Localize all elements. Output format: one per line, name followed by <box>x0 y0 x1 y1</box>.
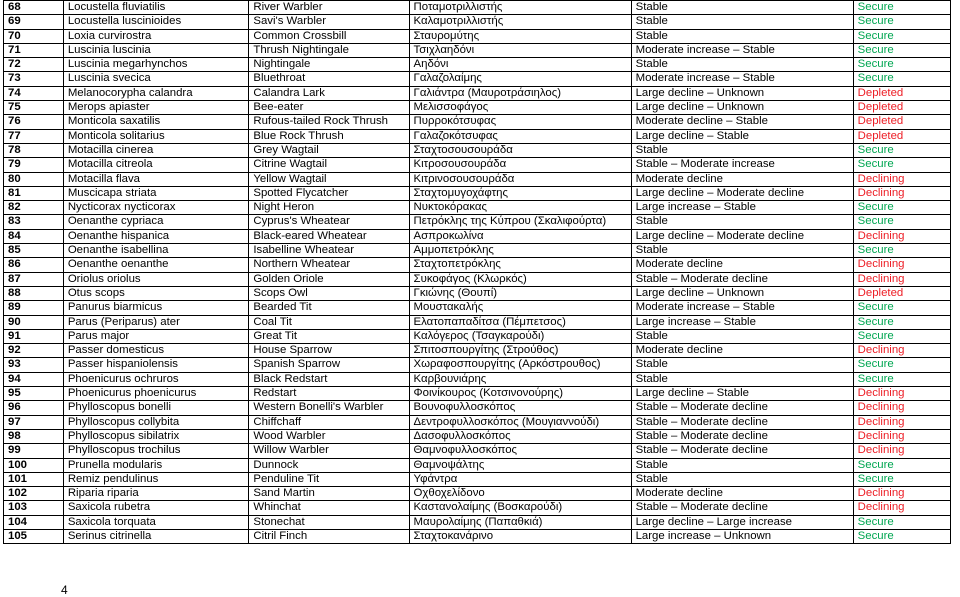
english-name-cell: Redstart <box>249 387 409 401</box>
table-row <box>4 329 951 343</box>
greek-name-cell: Γαλαζολαίμης <box>409 72 631 86</box>
species-number-cell: 77 <box>4 129 64 143</box>
species-number-cell: 73 <box>4 72 64 86</box>
scientific-name-cell: Passer hispaniolensis <box>63 358 249 372</box>
species-number-cell: 76 <box>4 115 64 129</box>
species-number-cell: 95 <box>4 387 64 401</box>
greek-name-cell: Γαλαζοκότσυφας <box>409 129 631 143</box>
greek-name-cell: Ελατοπαπαδίτσα (Πέμπετσος) <box>409 315 631 329</box>
english-name-cell: Nightingale <box>249 58 409 72</box>
population-trend-cell: Large decline – Large increase <box>631 515 853 529</box>
table-row <box>4 272 951 286</box>
population-trend-cell: Moderate increase – Stable <box>631 301 853 315</box>
population-trend-cell: Large decline – Unknown <box>631 286 853 300</box>
scientific-name-cell: Luscinia luscinia <box>63 43 249 57</box>
species-number-cell: 86 <box>4 258 64 272</box>
species-number-cell: 87 <box>4 272 64 286</box>
table-row <box>4 143 951 157</box>
greek-name-cell: Τσιχλαηδόνι <box>409 43 631 57</box>
conservation-status-cell: Declining <box>853 272 950 286</box>
scientific-name-cell: Serinus citrinella <box>63 529 249 543</box>
conservation-status-cell: Depleted <box>853 286 950 300</box>
conservation-status-cell: Declining <box>853 415 950 429</box>
scientific-name-cell: Locustella fluviatilis <box>63 1 249 15</box>
species-number-cell: 103 <box>4 501 64 515</box>
scientific-name-cell: Passer domesticus <box>63 344 249 358</box>
conservation-status-cell: Secure <box>853 215 950 229</box>
scientific-name-cell: Parus (Periparus) ater <box>63 315 249 329</box>
population-trend-cell: Stable <box>631 358 853 372</box>
greek-name-cell: Σταυρομύτης <box>409 29 631 43</box>
species-number-cell: 79 <box>4 158 64 172</box>
species-number-cell: 84 <box>4 229 64 243</box>
english-name-cell: Scops Owl <box>249 286 409 300</box>
species-number-cell: 74 <box>4 86 64 100</box>
population-trend-cell: Stable <box>631 143 853 157</box>
table-row <box>4 115 951 129</box>
population-trend-cell: Stable – Moderate decline <box>631 415 853 429</box>
english-name-cell: Bluethroat <box>249 72 409 86</box>
scientific-name-cell: Motacilla citreola <box>63 158 249 172</box>
species-number-cell: 96 <box>4 401 64 415</box>
conservation-status-cell: Secure <box>853 515 950 529</box>
english-name-cell: Calandra Lark <box>249 86 409 100</box>
population-trend-cell: Stable <box>631 472 853 486</box>
greek-name-cell: Σταχτοσουσουράδα <box>409 143 631 157</box>
table-row <box>4 515 951 529</box>
greek-name-cell: Μουστακαλής <box>409 301 631 315</box>
table-row <box>4 86 951 100</box>
english-name-cell: Golden Oriole <box>249 272 409 286</box>
population-trend-cell: Large decline – Stable <box>631 387 853 401</box>
conservation-status-cell: Declining <box>853 429 950 443</box>
population-trend-cell: Stable <box>631 15 853 29</box>
table-row <box>4 415 951 429</box>
population-trend-cell: Stable <box>631 458 853 472</box>
english-name-cell: Yellow Wagtail <box>249 172 409 186</box>
population-trend-cell: Stable <box>631 215 853 229</box>
english-name-cell: Sand Martin <box>249 487 409 501</box>
greek-name-cell: Φοινίκουρος (Κοτσινονούρης) <box>409 387 631 401</box>
table-row <box>4 301 951 315</box>
scientific-name-cell: Motacilla flava <box>63 172 249 186</box>
english-name-cell: Isabelline Wheatear <box>249 244 409 258</box>
scientific-name-cell: Oriolus oriolus <box>63 272 249 286</box>
english-name-cell: Bee-eater <box>249 101 409 115</box>
species-number-cell: 81 <box>4 186 64 200</box>
conservation-status-cell: Secure <box>853 372 950 386</box>
greek-name-cell: Συκοφάγος (Κλωρκός) <box>409 272 631 286</box>
population-trend-cell: Moderate increase – Stable <box>631 43 853 57</box>
scientific-name-cell: Nycticorax nycticorax <box>63 201 249 215</box>
greek-name-cell: Νυκτοκόρακας <box>409 201 631 215</box>
species-number-cell: 71 <box>4 43 64 57</box>
table-row <box>4 244 951 258</box>
scientific-name-cell: Merops apiaster <box>63 101 249 115</box>
table-row <box>4 158 951 172</box>
scientific-name-cell: Phoenicurus phoenicurus <box>63 387 249 401</box>
conservation-status-cell: Secure <box>853 244 950 258</box>
population-trend-cell: Stable – Moderate decline <box>631 429 853 443</box>
english-name-cell: Common Crossbill <box>249 29 409 43</box>
english-name-cell: Dunnock <box>249 458 409 472</box>
english-name-cell: Black Redstart <box>249 372 409 386</box>
english-name-cell: Willow Warbler <box>249 444 409 458</box>
species-number-cell: 68 <box>4 1 64 15</box>
scientific-name-cell: Luscinia svecica <box>63 72 249 86</box>
scientific-name-cell: Melanocorypha calandra <box>63 86 249 100</box>
conservation-status-cell: Secure <box>853 58 950 72</box>
species-number-cell: 105 <box>4 529 64 543</box>
english-name-cell: Wood Warbler <box>249 429 409 443</box>
species-number-cell: 91 <box>4 329 64 343</box>
table-row <box>4 401 951 415</box>
conservation-status-cell: Secure <box>853 529 950 543</box>
table-row <box>4 58 951 72</box>
greek-name-cell: Ασπροκωλίνα <box>409 229 631 243</box>
scientific-name-cell: Monticola saxatilis <box>63 115 249 129</box>
scientific-name-cell: Luscinia megarhynchos <box>63 58 249 72</box>
scientific-name-cell: Locustella luscinioides <box>63 15 249 29</box>
conservation-status-cell: Secure <box>853 72 950 86</box>
species-number-cell: 98 <box>4 429 64 443</box>
conservation-status-cell: Secure <box>853 458 950 472</box>
table-row <box>4 101 951 115</box>
page-number: 4 <box>61 583 68 597</box>
conservation-status-cell: Declining <box>853 186 950 200</box>
population-trend-cell: Large increase – Unknown <box>631 529 853 543</box>
greek-name-cell: Σπιτοσπουργίτης (Στρούθος) <box>409 344 631 358</box>
table-row <box>4 286 951 300</box>
conservation-status-cell: Depleted <box>853 86 950 100</box>
scientific-name-cell: Panurus biarmicus <box>63 301 249 315</box>
population-trend-cell: Stable <box>631 29 853 43</box>
scientific-name-cell: Prunella modularis <box>63 458 249 472</box>
table-row <box>4 315 951 329</box>
conservation-status-cell: Secure <box>853 301 950 315</box>
greek-name-cell: Πετρόκλης της Κύπρου (Σκαλιφούρτα) <box>409 215 631 229</box>
species-number-cell: 90 <box>4 315 64 329</box>
scientific-name-cell: Oenanthe oenanthe <box>63 258 249 272</box>
conservation-status-cell: Secure <box>853 1 950 15</box>
english-name-cell: Cyprus's Wheatear <box>249 215 409 229</box>
conservation-status-cell: Depleted <box>853 101 950 115</box>
population-trend-cell: Stable <box>631 244 853 258</box>
greek-name-cell: Καλαμοτριλλιστής <box>409 15 631 29</box>
english-name-cell: Spanish Sparrow <box>249 358 409 372</box>
table-row <box>4 444 951 458</box>
greek-name-cell: Γαλιάντρα (Μαυροτράσιηλος) <box>409 86 631 100</box>
conservation-status-cell: Declining <box>853 501 950 515</box>
conservation-status-cell: Depleted <box>853 129 950 143</box>
english-name-cell: Bearded Tit <box>249 301 409 315</box>
population-trend-cell: Stable – Moderate decline <box>631 501 853 515</box>
table-row <box>4 172 951 186</box>
scientific-name-cell: Parus major <box>63 329 249 343</box>
table-row <box>4 258 951 272</box>
english-name-cell: Great Tit <box>249 329 409 343</box>
species-number-cell: 104 <box>4 515 64 529</box>
greek-name-cell: Καστανολαίμης (Βοσκαρούδι) <box>409 501 631 515</box>
conservation-status-cell: Secure <box>853 15 950 29</box>
population-trend-cell: Moderate decline <box>631 487 853 501</box>
greek-name-cell: Οχθοχελίδονο <box>409 487 631 501</box>
population-trend-cell: Large increase – Stable <box>631 315 853 329</box>
population-trend-cell: Stable <box>631 58 853 72</box>
greek-name-cell: Ποταμοτριλλιστής <box>409 1 631 15</box>
scientific-name-cell: Saxicola rubetra <box>63 501 249 515</box>
greek-name-cell: Χωραφοσπουργίτης (Αρκόστρουθος) <box>409 358 631 372</box>
greek-name-cell: Μαυρολαίμης (Παπαθκιά) <box>409 515 631 529</box>
population-trend-cell: Stable – Moderate decline <box>631 444 853 458</box>
species-number-cell: 80 <box>4 172 64 186</box>
population-trend-cell: Stable – Moderate decline <box>631 401 853 415</box>
species-number-cell: 94 <box>4 372 64 386</box>
population-trend-cell: Large decline – Moderate decline <box>631 186 853 200</box>
species-number-cell: 83 <box>4 215 64 229</box>
species-number-cell: 88 <box>4 286 64 300</box>
population-trend-cell: Large decline – Moderate decline <box>631 229 853 243</box>
population-trend-cell: Large increase – Stable <box>631 201 853 215</box>
greek-name-cell: Θαμνοφυλλοσκόπος <box>409 444 631 458</box>
conservation-status-cell: Declining <box>853 401 950 415</box>
english-name-cell: Citrine Wagtail <box>249 158 409 172</box>
english-name-cell: Thrush Nightingale <box>249 43 409 57</box>
conservation-status-cell: Secure <box>853 143 950 157</box>
species-number-cell: 93 <box>4 358 64 372</box>
species-number-cell: 82 <box>4 201 64 215</box>
conservation-status-cell: Declining <box>853 229 950 243</box>
english-name-cell: Grey Wagtail <box>249 143 409 157</box>
scientific-name-cell: Oenanthe isabellina <box>63 244 249 258</box>
scientific-name-cell: Phylloscopus trochilus <box>63 444 249 458</box>
species-number-cell: 97 <box>4 415 64 429</box>
english-name-cell: Rufous-tailed Rock Thrush <box>249 115 409 129</box>
scientific-name-cell: Saxicola torquata <box>63 515 249 529</box>
species-number-cell: 92 <box>4 344 64 358</box>
greek-name-cell: Σταχτομυγοχάφτης <box>409 186 631 200</box>
english-name-cell: Citril Finch <box>249 529 409 543</box>
table-row <box>4 458 951 472</box>
species-number-cell: 99 <box>4 444 64 458</box>
species-number-cell: 69 <box>4 15 64 29</box>
english-name-cell: Black-eared Wheatear <box>249 229 409 243</box>
greek-name-cell: Σταχτοπετρόκλης <box>409 258 631 272</box>
conservation-status-cell: Secure <box>853 315 950 329</box>
population-trend-cell: Moderate decline <box>631 258 853 272</box>
english-name-cell: Chiffchaff <box>249 415 409 429</box>
english-name-cell: Spotted Flycatcher <box>249 186 409 200</box>
table-row <box>4 1 951 15</box>
species-number-cell: 78 <box>4 143 64 157</box>
english-name-cell: Penduline Tit <box>249 472 409 486</box>
table-row <box>4 129 951 143</box>
english-name-cell: Night Heron <box>249 201 409 215</box>
table-row <box>4 472 951 486</box>
conservation-status-cell: Secure <box>853 472 950 486</box>
english-name-cell: Coal Tit <box>249 315 409 329</box>
english-name-cell: Stonechat <box>249 515 409 529</box>
scientific-name-cell: Phoenicurus ochruros <box>63 372 249 386</box>
species-number-cell: 102 <box>4 487 64 501</box>
scientific-name-cell: Phylloscopus sibilatrix <box>63 429 249 443</box>
population-trend-cell: Stable <box>631 329 853 343</box>
population-trend-cell: Moderate decline <box>631 172 853 186</box>
conservation-status-cell: Declining <box>853 387 950 401</box>
english-name-cell: Whinchat <box>249 501 409 515</box>
greek-name-cell: Σταχτοκανάρινο <box>409 529 631 543</box>
english-name-cell: Blue Rock Thrush <box>249 129 409 143</box>
species-number-cell: 100 <box>4 458 64 472</box>
table-row <box>4 215 951 229</box>
greek-name-cell: Κιτρινοσουσουράδα <box>409 172 631 186</box>
conservation-status-cell: Secure <box>853 358 950 372</box>
table-row <box>4 43 951 57</box>
scientific-name-cell: Otus scops <box>63 286 249 300</box>
species-table <box>3 0 951 544</box>
greek-name-cell: Δεντροφυλλοσκόπος (Μουγιαννούδι) <box>409 415 631 429</box>
table-row <box>4 72 951 86</box>
table-row <box>4 358 951 372</box>
english-name-cell: Savi's Warbler <box>249 15 409 29</box>
conservation-status-cell: Declining <box>853 487 950 501</box>
conservation-status-cell: Declining <box>853 444 950 458</box>
greek-name-cell: Πυρροκότσυφας <box>409 115 631 129</box>
conservation-status-cell: Secure <box>853 43 950 57</box>
species-number-cell: 85 <box>4 244 64 258</box>
scientific-name-cell: Motacilla cinerea <box>63 143 249 157</box>
scientific-name-cell: Loxia curvirostra <box>63 29 249 43</box>
greek-name-cell: Υφάντρα <box>409 472 631 486</box>
greek-name-cell: Βουνοφυλλοσκόπος <box>409 401 631 415</box>
population-trend-cell: Large decline – Stable <box>631 129 853 143</box>
population-trend-cell: Stable <box>631 372 853 386</box>
species-number-cell: 89 <box>4 301 64 315</box>
population-trend-cell: Moderate decline <box>631 344 853 358</box>
species-number-cell: 75 <box>4 101 64 115</box>
conservation-status-cell: Depleted <box>853 115 950 129</box>
scientific-name-cell: Monticola solitarius <box>63 129 249 143</box>
greek-name-cell: Μελισσοφάγος <box>409 101 631 115</box>
species-number-cell: 70 <box>4 29 64 43</box>
table-row <box>4 344 951 358</box>
conservation-status-cell: Secure <box>853 29 950 43</box>
table-row <box>4 501 951 515</box>
conservation-status-cell: Secure <box>853 158 950 172</box>
greek-name-cell: Κιτροσουσουράδα <box>409 158 631 172</box>
greek-name-cell: Θαμνοψάλτης <box>409 458 631 472</box>
scientific-name-cell: Oenanthe cypriaca <box>63 215 249 229</box>
population-trend-cell: Stable – Moderate increase <box>631 158 853 172</box>
species-table-body <box>4 1 951 544</box>
population-trend-cell: Large decline – Unknown <box>631 101 853 115</box>
table-row <box>4 186 951 200</box>
greek-name-cell: Καρβουνιάρης <box>409 372 631 386</box>
conservation-status-cell: Secure <box>853 201 950 215</box>
population-trend-cell: Moderate decline – Stable <box>631 115 853 129</box>
greek-name-cell: Καλόγερος (Τσαγκαρούδι) <box>409 329 631 343</box>
table-row <box>4 15 951 29</box>
scientific-name-cell: Phylloscopus collybita <box>63 415 249 429</box>
greek-name-cell: Αηδόνι <box>409 58 631 72</box>
english-name-cell: House Sparrow <box>249 344 409 358</box>
english-name-cell: Northern Wheatear <box>249 258 409 272</box>
english-name-cell: River Warbler <box>249 1 409 15</box>
english-name-cell: Western Bonelli's Warbler <box>249 401 409 415</box>
scientific-name-cell: Riparia riparia <box>63 487 249 501</box>
table-row <box>4 201 951 215</box>
scientific-name-cell: Phylloscopus bonelli <box>63 401 249 415</box>
table-row <box>4 229 951 243</box>
species-number-cell: 72 <box>4 58 64 72</box>
scientific-name-cell: Muscicapa striata <box>63 186 249 200</box>
species-number-cell: 101 <box>4 472 64 486</box>
table-row <box>4 429 951 443</box>
table-row <box>4 487 951 501</box>
table-row <box>4 529 951 543</box>
scientific-name-cell: Oenanthe hispanica <box>63 229 249 243</box>
table-row <box>4 372 951 386</box>
population-trend-cell: Large decline – Unknown <box>631 86 853 100</box>
scientific-name-cell: Remiz pendulinus <box>63 472 249 486</box>
greek-name-cell: Δασοφυλλοσκόπος <box>409 429 631 443</box>
conservation-status-cell: Declining <box>853 172 950 186</box>
population-trend-cell: Moderate increase – Stable <box>631 72 853 86</box>
greek-name-cell: Αμμοπετρόκλης <box>409 244 631 258</box>
population-trend-cell: Stable <box>631 1 853 15</box>
table-row <box>4 29 951 43</box>
table-row <box>4 387 951 401</box>
greek-name-cell: Γκιώνης (Θουπί) <box>409 286 631 300</box>
population-trend-cell: Stable – Moderate decline <box>631 272 853 286</box>
conservation-status-cell: Secure <box>853 329 950 343</box>
conservation-status-cell: Declining <box>853 344 950 358</box>
conservation-status-cell: Declining <box>853 258 950 272</box>
